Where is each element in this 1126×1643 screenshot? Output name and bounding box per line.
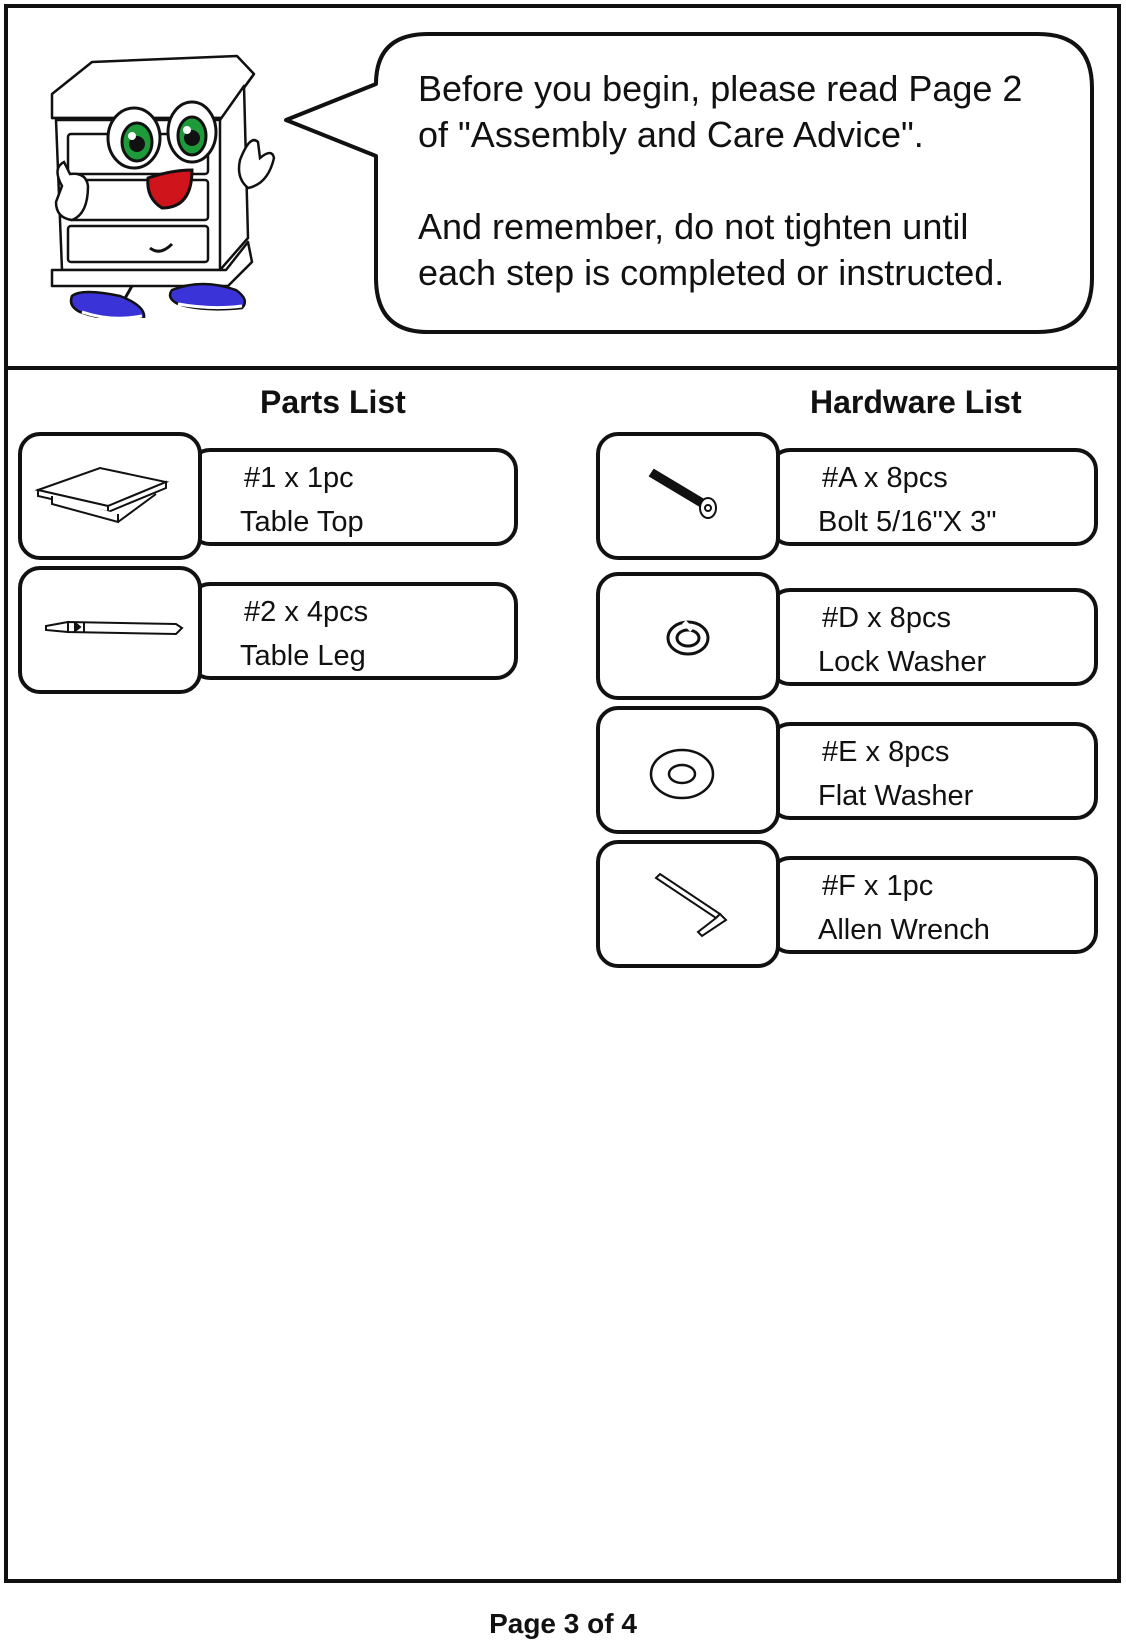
- hardware-name: Allen Wrench: [818, 914, 990, 946]
- part-qty: #1 x 1pc: [244, 462, 354, 494]
- table-leg-icon: [18, 566, 202, 694]
- part-item-table-top: [18, 432, 548, 562]
- hardware-item-bolt: [596, 432, 1126, 562]
- advice-line-2: of "Assembly and Care Advice".: [418, 114, 924, 155]
- hardware-qty: #A x 8pcs: [822, 462, 948, 494]
- part-qty: #2 x 4pcs: [244, 596, 369, 628]
- part-name: Table Leg: [240, 640, 366, 672]
- hardware-item-flat-washer: [596, 706, 1126, 836]
- parts-list-title: Parts List: [260, 384, 406, 420]
- part-item-table-leg: [18, 566, 548, 696]
- hardware-qty: #D x 8pcs: [822, 602, 951, 634]
- table-top-icon: [18, 432, 202, 560]
- advice-line-1: Before you begin, please read Page 2: [418, 68, 1023, 109]
- hardware-name: Flat Washer: [818, 780, 974, 812]
- allen-wrench-icon: [596, 840, 780, 968]
- flat-washer-icon: [596, 706, 780, 834]
- hardware-list-title: Hardware List: [810, 384, 1022, 420]
- hardware-qty: #F x 1pc: [822, 870, 934, 902]
- hardware-name: Bolt 5/16"X 3": [818, 506, 997, 538]
- advice-text-2: [418, 204, 1004, 296]
- part-name: Table Top: [240, 506, 364, 538]
- hardware-name: Lock Washer: [818, 646, 987, 678]
- advice-text-1: [418, 66, 1022, 158]
- bolt-icon: [596, 432, 780, 560]
- advice-line-3: And remember, do not tighten until: [418, 206, 969, 247]
- hardware-qty: #E x 8pcs: [822, 736, 950, 768]
- hardware-item-lock-washer: [596, 572, 1126, 702]
- advice-line-4: each step is completed or instructed.: [418, 252, 1005, 293]
- hardware-item-allen-wrench: [596, 840, 1126, 970]
- dresser-mascot-icon: [22, 38, 292, 318]
- lock-washer-icon: [596, 572, 780, 700]
- header-divider: [4, 366, 1121, 370]
- page-number: Page 3 of 4: [489, 1608, 637, 1639]
